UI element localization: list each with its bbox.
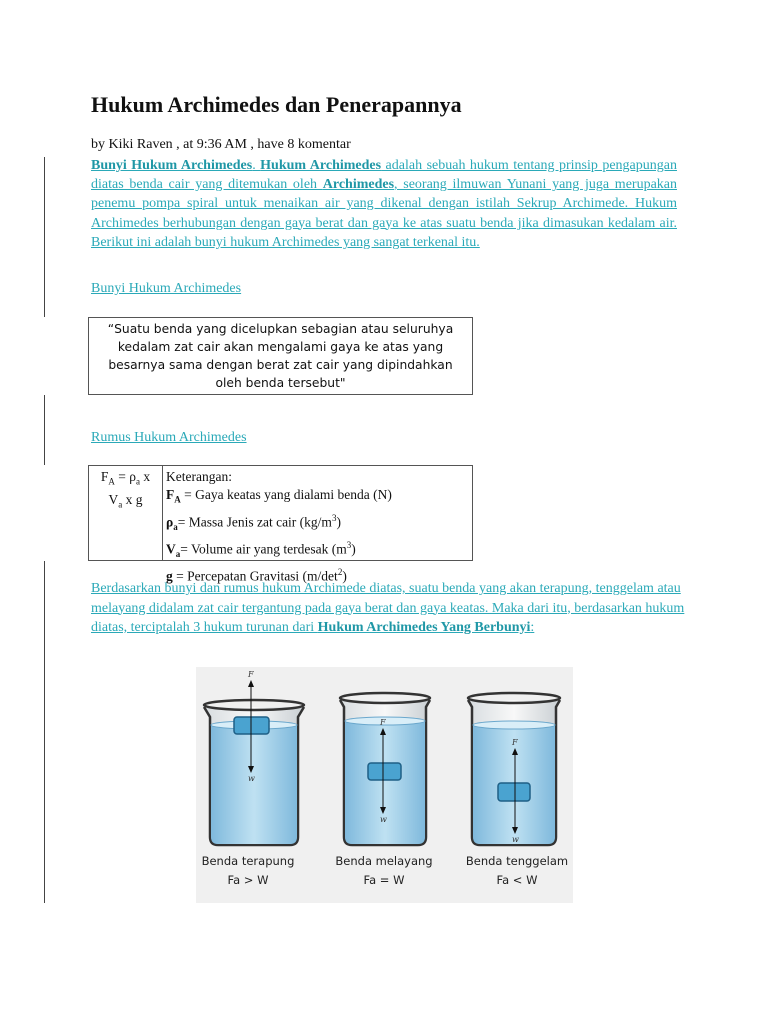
- archimedes-illustration: [196, 667, 573, 903]
- svg-text:w: w: [512, 835, 519, 844]
- quote-box: “Suatu benda yang dicelupkan sebagian atau seluruhya kedalam zat cair akan mengalami gaya ke atas yang besarnya sama dengan berat zat cair yang dipindahkan oleh benda tersebut": [88, 317, 473, 395]
- page-title: Hukum Archimedes dan Penerapannya: [91, 92, 462, 117]
- caption-floating: Benda terapung Fa > W: [201, 854, 295, 887]
- beaker-sinking: [468, 693, 560, 845]
- svg-text:F: F: [512, 738, 518, 747]
- bold-link[interactable]: Hukum Archimedes Yang Berbunyi: [317, 620, 531, 635]
- subhead-bunyi-link[interactable]: Bunyi Hukum Archimedes: [91, 281, 242, 296]
- caption-sinking: Benda tenggelam Fa < W: [465, 854, 569, 887]
- caption-suspended: Benda melayang Fa = W: [335, 854, 433, 887]
- margin-bar: [44, 395, 45, 465]
- intro-paragraph[interactable]: Bunyi Hukum Archimedes. Hukum Archimedes adalah sebuah hukum tentang prinsip pengapungan diatas benda cair yang ditemukan oleh Archimedes, seorang ilmuwan Yunani yang juga merupakan penemu pompa spiral untuk menaikan air yang dikenal dengan istilah Sekrup Archimede. Hukum Archimedes berhubungan dengan gaya berat dan gaya ke atas suatu benda jika dimasukan kedalam air. Berikut ini adalah bunyi hukum Archimedes yang sangat terkenal itu.: [91, 158, 677, 250]
- beaker-suspended: [340, 693, 430, 845]
- intro-bold-link[interactable]: Bunyi Hukum Archimedes: [91, 158, 253, 173]
- formula-cell: $F_A = \rho_a$ x $V_a$ x g: [89, 466, 163, 560]
- svg-text:F: F: [380, 718, 386, 727]
- margin-bar: [44, 561, 45, 903]
- svg-text:F: F: [248, 670, 254, 679]
- intro-bold-link[interactable]: Archimedes: [322, 177, 395, 193]
- keterangan-cell: Keterangan: $F_A$ = Gaya keatas yang dialami benda (N) $\rho_a=$ Massa Jenis zat cair $(kg/m^3)$ $V_a=$ Volume air yang terdesak $(m^3)$ g = Percepatan Gravitasi $(m/\det^2)$: [166, 469, 392, 584]
- svg-text:w: w: [380, 815, 387, 824]
- byline: by Kiki Raven , at 9:36 AM , have 8 komentar: [91, 137, 351, 152]
- svg-text:w: w: [248, 774, 255, 783]
- rules-paragraph[interactable]: Berdasarkan bunyi dan rumus hukum Archimede diatas, suatu benda yang akan terapung, tenggelam atau melayang didalam zat cair tergantung pada gaya berat dan gaya keatas. Maka dari itu, berdasarkan hukum diatas, terciptalah 3 hukum turunan dari Hukum Archimedes Yang Berbunyi:: [91, 581, 685, 635]
- margin-bar: [44, 157, 45, 317]
- formula-table: [88, 465, 473, 584]
- intro-bold-link[interactable]: Hukum Archimedes: [260, 158, 382, 173]
- subhead-rumus-link[interactable]: Rumus Hukum Archimedes: [91, 430, 247, 445]
- beaker-floating: [204, 670, 304, 845]
